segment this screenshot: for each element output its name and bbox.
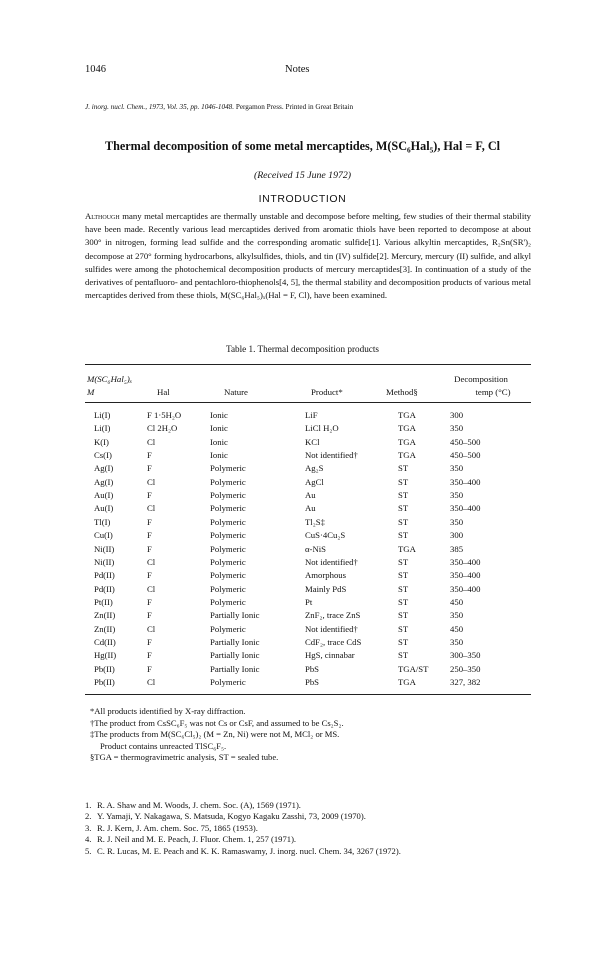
reference-number: 5. (85, 845, 92, 856)
table-cell-method: TGA/ST (398, 663, 429, 674)
table-cell-hal: F (147, 650, 152, 661)
reference-number: 2. (85, 811, 92, 822)
table-cell-nature: Polymeric (210, 570, 246, 581)
table-cell-method: ST (398, 530, 409, 541)
table-cell-product: Not identified† (305, 556, 358, 567)
table-cell-nature: Polymeric (210, 463, 246, 474)
table-cell-method: ST (398, 503, 409, 514)
table-cell-hal: Cl (147, 476, 156, 487)
table-cell-nature: Partially Ionic (210, 663, 260, 674)
table-cell-temp: 450 (450, 596, 464, 607)
table-footnote: §TGA = thermogravimetric analysis, ST = sealed tube. (90, 752, 279, 763)
table-cell-metal: Pb(II) (94, 677, 115, 687)
table-cell-hal: F (147, 637, 152, 647)
article-title: Thermal decomposition of some metal mercaptides, M(SC₆Hal₅), Hal = F, Cl (104, 139, 501, 153)
table-header-rule (85, 402, 531, 403)
table-cell-metal: Au(I) (94, 490, 114, 501)
table-cell-method: TGA (398, 436, 416, 447)
table-cell-metal: Ni(II) (94, 543, 115, 554)
reference-number: 4. (85, 834, 92, 845)
table-cell-temp: 350–400 (450, 570, 481, 581)
table-cell-metal: Ni(II) (94, 556, 115, 567)
table-cell-method: ST (398, 516, 409, 527)
table-cell-product: Not identified† (305, 623, 358, 634)
table-cell-product: CuS·4Cu₂S (305, 530, 346, 541)
table-cell-product: Amorphous (305, 570, 347, 581)
table-cell-temp: 350 (450, 637, 464, 647)
table-cell-nature: Polymeric (210, 583, 246, 594)
journal-publisher: Pergamon Press. (235, 103, 284, 111)
table-header-nature: Nature (224, 387, 248, 397)
running-head: Notes (285, 64, 310, 75)
table-cell-temp: 350 (450, 490, 464, 501)
table-cell-temp: 327, 382 (450, 677, 481, 687)
table-header-method: Method§ (386, 387, 418, 397)
table-cell-nature: Polymeric (210, 503, 246, 514)
table-cell-hal: Cl (147, 436, 156, 447)
table-cell-temp: 300 (450, 530, 464, 541)
table-footnote: †The product from CsSC₆F₅ was not Cs or CsF, and assumed to be Cs₂S₂. (90, 717, 344, 728)
reference-text: R. A. Shaw and M. Woods, J. chem. Soc. (A), 1569 (1971). (97, 800, 301, 810)
table-cell-metal: Tl(I) (94, 516, 111, 527)
reference-number: 1. (85, 800, 92, 810)
table-cell-hal: F (147, 516, 152, 527)
table-cell-nature: Polymeric (210, 677, 246, 687)
table-cell-product: CdF₂, trace CdS (305, 637, 362, 647)
table-cell-nature: Ionic (210, 410, 228, 420)
table-cell-metal: Li(I) (94, 423, 111, 434)
intro-body: many metal mercaptides are thermally unstable and decompose before melting, few studies of their thermal stability have been made. Recently various lead mercaptides derived from aromatic thiols have been reported to decompose at about 300° in nitrogen, forming lead sulfide and the corresponding aromatic sulfide[1]. Various alkyltin mercaptides, R₂Sn(SR')₂ decompose at 270° forming hydrocarbons, alkylsulfides, thiols, and tin (IV) sulfide[2]. Mercury, mercury (II) sulfide, and alkyl sulfides were among the photochemical decomposition products of mercury mercaptides[3]. In continuation of a study of the derivatives of pentafluoro- and pentachloro-thiophenols[4, 5], the thermal stability and decomposition products of various metal mercaptides derived from these thiols, M(SC₆Hal₅)ₓ(Hal = F, Cl), have been examined. (85, 211, 531, 301)
table-cell-product: AgCl (305, 476, 324, 487)
table-cell-temp: 350 (450, 463, 464, 474)
table-cell-hal: F (147, 543, 152, 554)
table-cell-product: Au (305, 503, 316, 514)
table-cell-method: ST (398, 637, 409, 647)
table-header-metal: M (87, 387, 95, 397)
table-cell-temp: 385 (450, 543, 464, 554)
table-cell-nature: Polymeric (210, 490, 246, 501)
section-heading-introduction: INTRODUCTION (258, 193, 347, 205)
table-cell-nature: Polymeric (210, 516, 246, 527)
reference-item (85, 823, 531, 834)
table-footnotes (90, 706, 530, 764)
table-cell-product: Pt (305, 596, 313, 607)
table-cell-temp: 450 (450, 623, 464, 634)
table-cell-metal: K(I) (94, 436, 109, 447)
table-cell-product: Tl₂S‡ (305, 516, 325, 527)
reference-text: Y. Yamaji, Y. Nakagawa, S. Matsuda, Kogyo Kagaku Zasshi, 73, 2009 (1970). (97, 811, 366, 822)
page-number: 1046 (85, 64, 106, 75)
table-cell-method: TGA (398, 450, 416, 461)
table-cell-metal: Au(I) (94, 503, 114, 514)
table-cell-nature: Polymeric (210, 596, 246, 607)
table-cell-method: TGA (398, 543, 416, 554)
table-cell-metal: Pd(II) (94, 583, 115, 594)
table-cell-method: ST (398, 490, 409, 501)
table-cell-temp: 450–500 (450, 450, 481, 461)
table-cell-hal: F (147, 490, 152, 501)
reference-item (85, 834, 531, 845)
table-cell-nature: Polymeric (210, 623, 246, 634)
table-cell-hal: Cl 2H₂O (147, 423, 178, 434)
table-cell-hal: F (147, 663, 152, 674)
table-cell-metal: Li(I) (94, 410, 111, 420)
table-cell-metal: Ag(I) (94, 463, 114, 474)
table-header-temp: temp (°C) (475, 387, 511, 397)
table-cell-product: Mainly PdS (305, 583, 347, 594)
table-cell-nature: Partially Ionic (210, 610, 260, 621)
table-cell-product: KCl (305, 436, 320, 447)
table-footnote: *All products identified by X-ray diffraction. (90, 706, 246, 716)
table-cell-temp: 300 (450, 410, 464, 420)
table-cell-hal: Cl (147, 556, 156, 567)
table-cell-hal: F 1·5H₂O (147, 410, 182, 420)
table-cell-hal: Cl (147, 623, 156, 634)
table-cell-method: ST (398, 610, 409, 621)
table-cell-method: TGA (398, 410, 416, 420)
table-footnote: Product contains unreacted TlSC₆F₅. (100, 740, 227, 751)
table-cell-hal: Cl (147, 503, 156, 514)
table-cell-temp: 350 (450, 516, 464, 527)
table-cell-temp: 350–400 (450, 583, 481, 594)
table-cell-nature: Polymeric (210, 530, 246, 541)
journal-citation: J. inorg. nucl. Chem., 1973, Vol. 35, pp. 1046-1048. (85, 103, 235, 111)
table-cell-metal: Cs(I) (94, 450, 112, 461)
table-cell-metal: Hg(II) (94, 650, 117, 661)
reference-item (85, 846, 531, 857)
reference-text: R. J. Kern, J. Am. chem. Soc. 75, 1865 (1953). (97, 822, 258, 833)
table-cell-product: LiCl H₂O (305, 423, 339, 434)
table-cell-hal: F (147, 463, 152, 474)
reference-list (85, 800, 531, 857)
journal-printed-in: Printed in Great Britain (285, 103, 354, 111)
table-cell-product: Au (305, 490, 316, 501)
table-cell-temp: 300–350 (450, 650, 481, 661)
table-cell-temp: 350 (450, 610, 464, 621)
table-cell-nature: Ionic (210, 450, 228, 461)
introduction-paragraph (85, 210, 531, 302)
table-cell-metal: Pd(II) (94, 570, 115, 581)
table-cell-nature: Ionic (210, 436, 228, 447)
table-cell-product: Not identified† (305, 450, 358, 461)
reference-item (85, 800, 531, 811)
table-cell-method: ST (398, 583, 409, 594)
table-cell-temp: 350–400 (450, 556, 481, 567)
table-cell-metal: Zn(II) (94, 623, 116, 634)
table-cell-metal: Cd(II) (94, 637, 116, 647)
reference-text: C. R. Lucas, M. E. Peach and K. K. Ramaswamy, J. inorg. nucl. Chem. 34, 3267 (1972). (97, 845, 401, 856)
table-cell-nature: Ionic (210, 423, 228, 434)
table-cell-method: ST (398, 556, 409, 567)
table-cell-method: TGA (398, 423, 416, 434)
table-cell-hal: F (147, 596, 152, 607)
table-cell-method: ST (398, 650, 409, 661)
table-cell-method: ST (398, 570, 409, 581)
table-cell-metal: Ag(I) (94, 476, 114, 487)
table-cell-metal: Zn(II) (94, 610, 116, 621)
table-cell-product: LiF (305, 410, 318, 420)
table-cell-method: ST (398, 476, 409, 487)
table-cell-nature: Partially Ionic (210, 637, 260, 647)
table-cell-product: PbS (305, 677, 320, 687)
table-header-hal: Hal (157, 387, 170, 397)
table-header-product: Product* (311, 387, 343, 397)
table-cell-hal: F (147, 570, 152, 581)
table-cell-nature: Polymeric (210, 556, 246, 567)
table-cell-nature: Polymeric (210, 543, 246, 554)
reference-item (85, 811, 531, 822)
intro-lead-word: Although (85, 211, 120, 221)
table-cell-product: HgS, cinnabar (305, 650, 355, 661)
table-cell-nature: Partially Ionic (210, 650, 260, 661)
table-cell-nature: Polymeric (210, 476, 246, 487)
table-cell-product: Ag₂S (305, 463, 324, 474)
table-cell-metal: Cu(I) (94, 530, 113, 541)
table-cell-method: ST (398, 623, 409, 634)
table-cell-temp: 250–350 (450, 663, 481, 674)
table-cell-hal: F (147, 530, 152, 541)
table-cell-hal: F (147, 610, 152, 621)
table-caption: Table 1. Thermal decomposition products (225, 344, 380, 354)
table-cell-temp: 350–400 (450, 503, 481, 514)
table-cell-product: α-NiS (305, 543, 326, 554)
table-cell-metal: Pb(II) (94, 663, 115, 674)
table-cell-metal: Pt(II) (94, 596, 113, 607)
reference-number: 3. (85, 822, 92, 833)
received-date: (Received 15 June 1972) (253, 170, 352, 181)
table-cell-hal: Cl (147, 583, 156, 594)
table-bottom-rule (85, 694, 531, 695)
table-footnote: ‡The products from M(SC₆Cl₅)₂ (M = Zn, Ni) were not M, MCl₂ or MS. (90, 729, 340, 740)
table-header-decomposition: Decomposition (454, 374, 508, 384)
table-cell-hal: F (147, 450, 152, 461)
table-top-rule (85, 364, 531, 365)
table-cell-temp: 450–500 (450, 436, 481, 447)
table-cell-temp: 350–400 (450, 476, 481, 487)
journal-citation-line (85, 103, 353, 111)
table-cell-method: ST (398, 596, 409, 607)
table-cell-method: TGA (398, 677, 416, 687)
table-cell-temp: 350 (450, 423, 464, 434)
table-cell-product: ZnF₂, trace ZnS (305, 610, 361, 621)
table-cell-hal: Cl (147, 677, 156, 687)
reference-text: R. J. Neil and M. E. Peach, J. Fluor. Chem. 1, 257 (1971). (97, 834, 297, 845)
table-header-compound: M(SC₆Hal₅)ₓ (87, 374, 133, 384)
table-cell-method: ST (398, 463, 409, 474)
table-cell-product: PbS (305, 663, 320, 674)
